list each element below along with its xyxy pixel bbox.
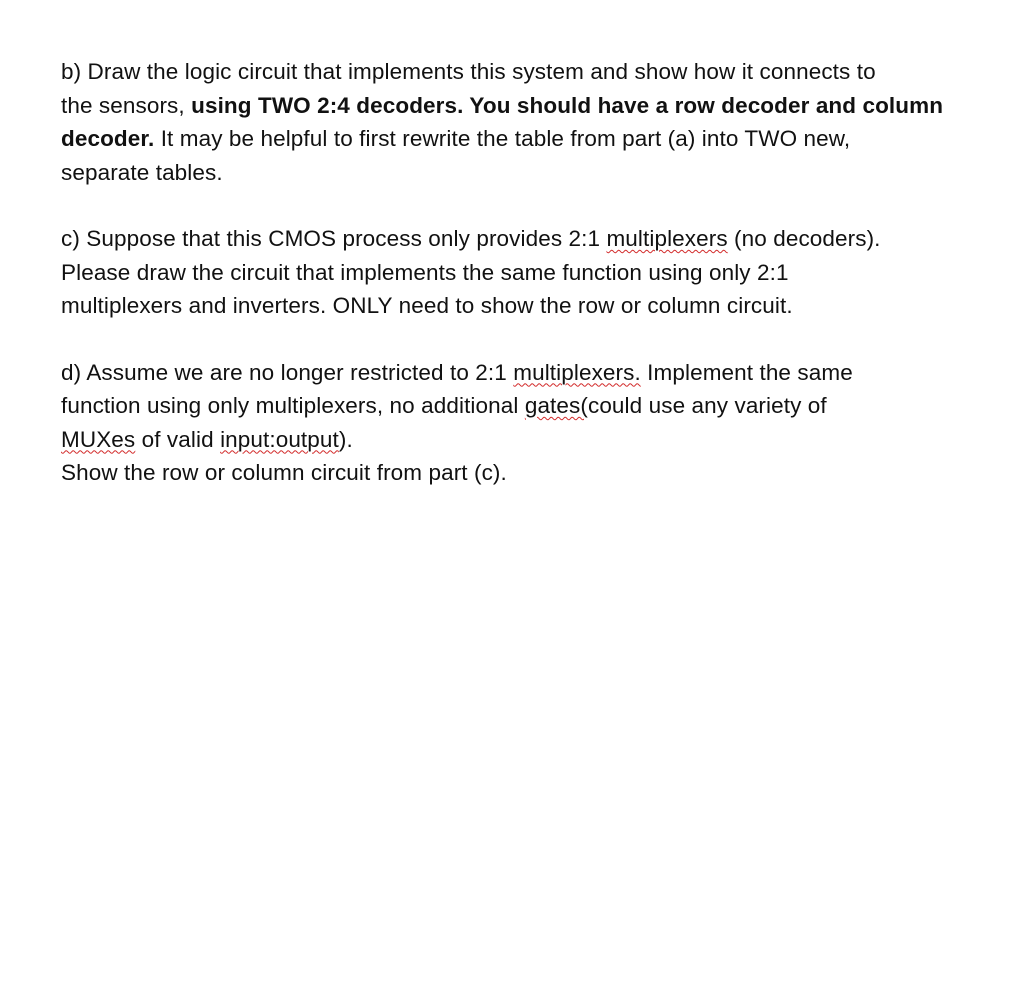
part-b-text: It may be helpful to first rewrite the table from part (a) into TWO new, — [154, 126, 851, 151]
part-d-text: ). — [338, 426, 353, 452]
spellcheck-word: multiplexers — [606, 226, 728, 251]
part-c-text: (no decoders). — [727, 226, 881, 251]
part-b-line-3 — [61, 122, 1001, 156]
part-d-text: d) Assume we are no longer restricted to 2:1 — [61, 359, 514, 385]
part-d-text: function using only multiplexers, no additional — [61, 393, 525, 418]
part-b-line-1: b) Draw the logic circuit that implements this system and show how it connects to — [61, 59, 876, 84]
part-c-line-2: Please draw the circuit that implements the same function using only 2:1 — [61, 259, 789, 285]
part-b-paragraph — [61, 55, 1001, 189]
part-c-line-3: multiplexers and inverters. ONLY need to show the row or column circuit. — [61, 293, 793, 318]
part-c-line-1 — [61, 222, 1001, 256]
part-b-text: the sensors, — [61, 92, 192, 118]
part-d-line-3 — [61, 423, 1001, 457]
spellcheck-word: multiplexers. — [513, 359, 641, 385]
document-body — [61, 55, 1001, 523]
part-d-text: could use any variety of — [587, 393, 827, 418]
spellcheck-word: input:output — [220, 426, 339, 452]
spellcheck-word: MUXes — [61, 426, 136, 452]
part-b-line-4: separate tables. — [61, 159, 223, 185]
part-c-paragraph — [61, 222, 1001, 323]
part-d-paragraph — [61, 356, 1001, 490]
part-d-text: of valid — [135, 426, 221, 452]
part-b-bold-text: using TWO 2:4 decoders. You should have a row decoder and column — [191, 92, 944, 118]
part-b-bold-text: decoder. — [61, 126, 155, 151]
part-d-line-1 — [61, 356, 1001, 390]
part-d-line-4: Show the row or column circuit from part (c). — [61, 460, 507, 485]
part-c-text: c) Suppose that this CMOS process only provides 2:1 — [61, 226, 607, 251]
part-b-line-2 — [61, 89, 1001, 123]
spellcheck-word: gates( — [524, 393, 588, 418]
part-d-line-2 — [61, 389, 1001, 423]
part-d-text: Implement the same — [640, 359, 853, 385]
